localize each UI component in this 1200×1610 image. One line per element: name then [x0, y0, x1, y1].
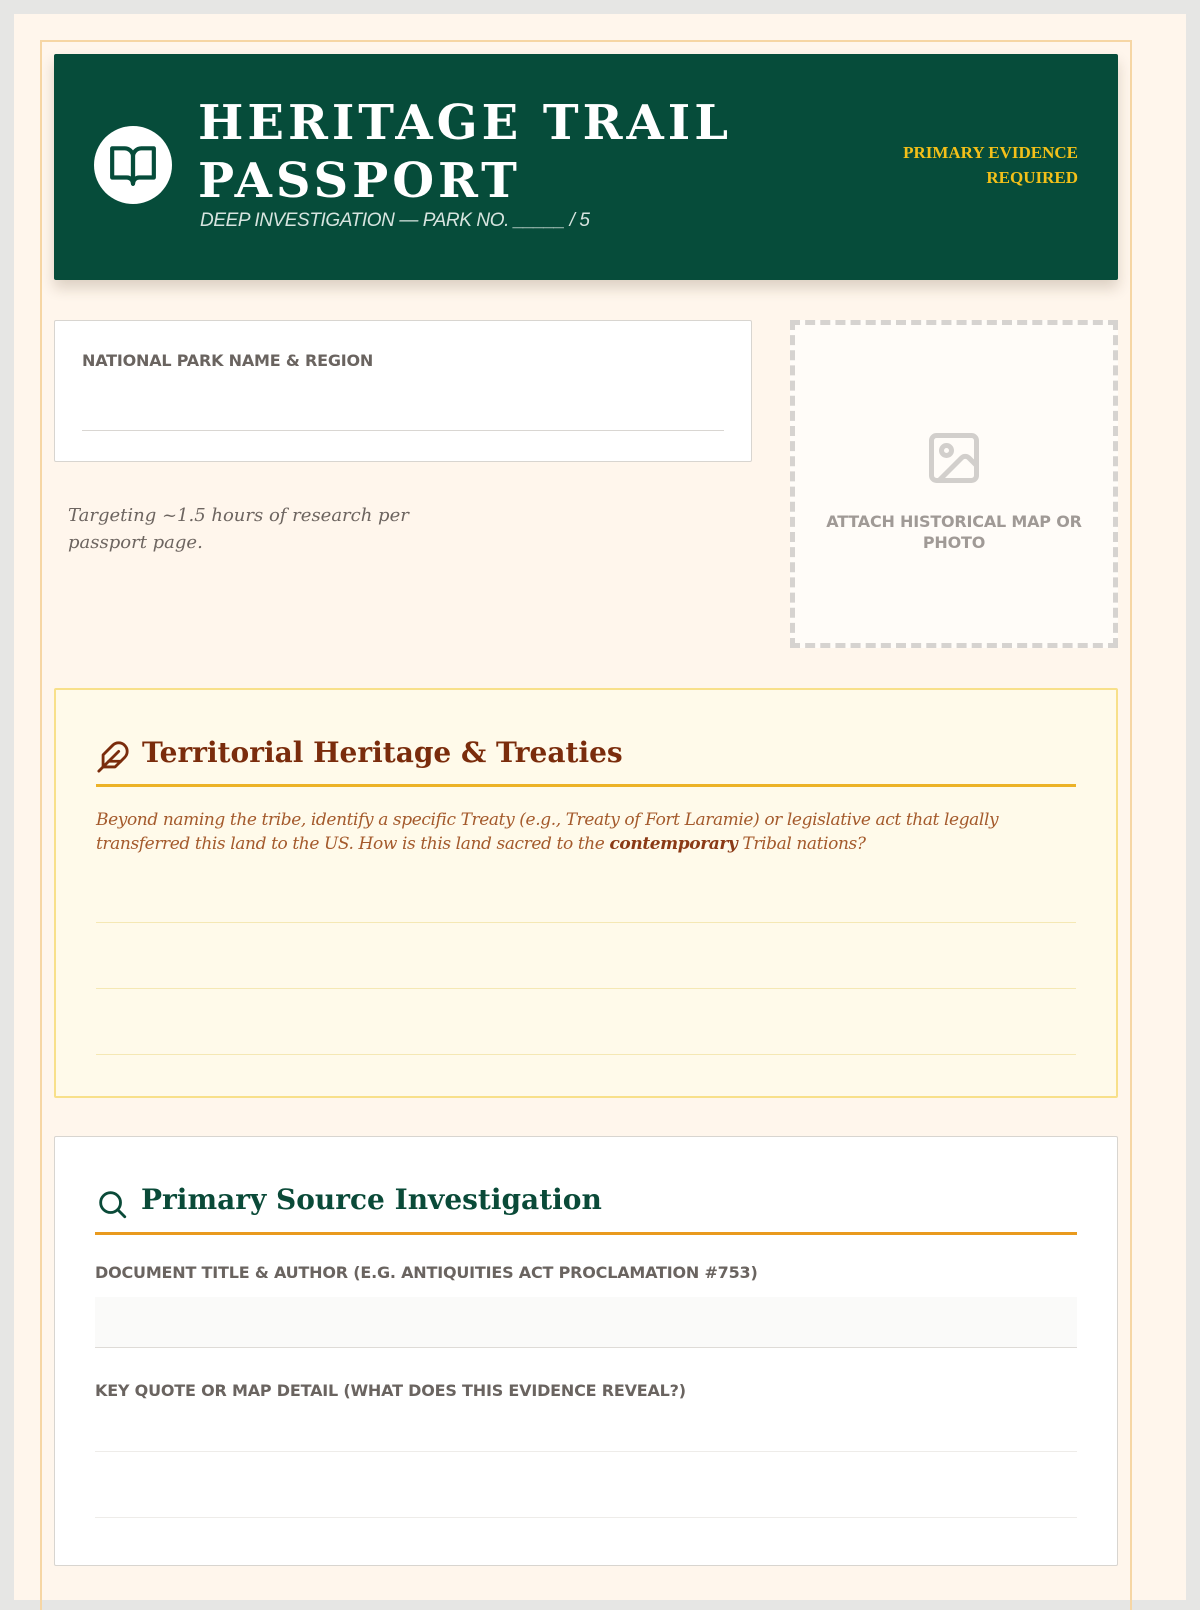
page-title [198, 94, 732, 210]
key-quote-label: KEY QUOTE OR MAP DETAIL (WHAT DOES THIS EVIDENCE REVEAL?) [95, 1381, 686, 1400]
answer-line[interactable] [96, 1054, 1076, 1055]
evidence-badge [878, 140, 1078, 190]
document-title-label: DOCUMENT TITLE & AUTHOR (E.G. ANTIQUITIES ACT PROCLAMATION #753) [95, 1263, 758, 1282]
prompt-text-1: Beyond naming the tribe, identify a specific Treaty (e.g., Treaty of Fort Laramie) or legislative act that legally transferred this land to the US. How is this land sacred to the [96, 810, 999, 854]
primary-source-title: Primary Source Investigation [141, 1183, 602, 1216]
territorial-title: Territorial Heritage & Treaties [142, 736, 623, 769]
answer-line[interactable] [95, 1451, 1077, 1452]
answer-line[interactable] [96, 988, 1076, 989]
territorial-heading [96, 730, 1076, 787]
territorial-prompt [96, 808, 1076, 856]
badge-line-1: PRIMARY EVIDENCE [903, 143, 1078, 162]
answer-line[interactable] [96, 922, 1076, 923]
title-line-2: PASSPORT [198, 153, 521, 209]
document-title-input[interactable] [95, 1297, 1077, 1348]
primary-source-heading [95, 1177, 1077, 1235]
attach-label: ATTACH HISTORICAL MAP OR PHOTO [826, 512, 1082, 552]
prompt-emphasis: contemporary [609, 834, 738, 854]
prompt-text-2: Tribal nations? [737, 834, 866, 854]
territorial-heritage-section [54, 688, 1118, 1098]
park-name-input-line[interactable] [82, 430, 724, 431]
primary-source-section [54, 1136, 1118, 1566]
passport-header [54, 54, 1118, 280]
park-name-label: NATIONAL PARK NAME & REGION [82, 351, 374, 370]
image-icon [924, 428, 984, 492]
open-book-icon [94, 126, 172, 204]
attach-photo-box[interactable] [790, 320, 1118, 648]
park-name-field[interactable] [54, 320, 752, 462]
search-icon [95, 1187, 129, 1225]
title-line-1: HERITAGE TRAIL [198, 95, 732, 151]
research-note: Targeting ~1.5 hours of research per passport page. [68, 505, 409, 553]
badge-line-2: REQUIRED [986, 168, 1078, 187]
page-subtitle: DEEP INVESTIGATION — PARK NO. _____ / 5 [200, 210, 590, 231]
feather-icon [96, 740, 130, 778]
answer-line[interactable] [95, 1517, 1077, 1518]
